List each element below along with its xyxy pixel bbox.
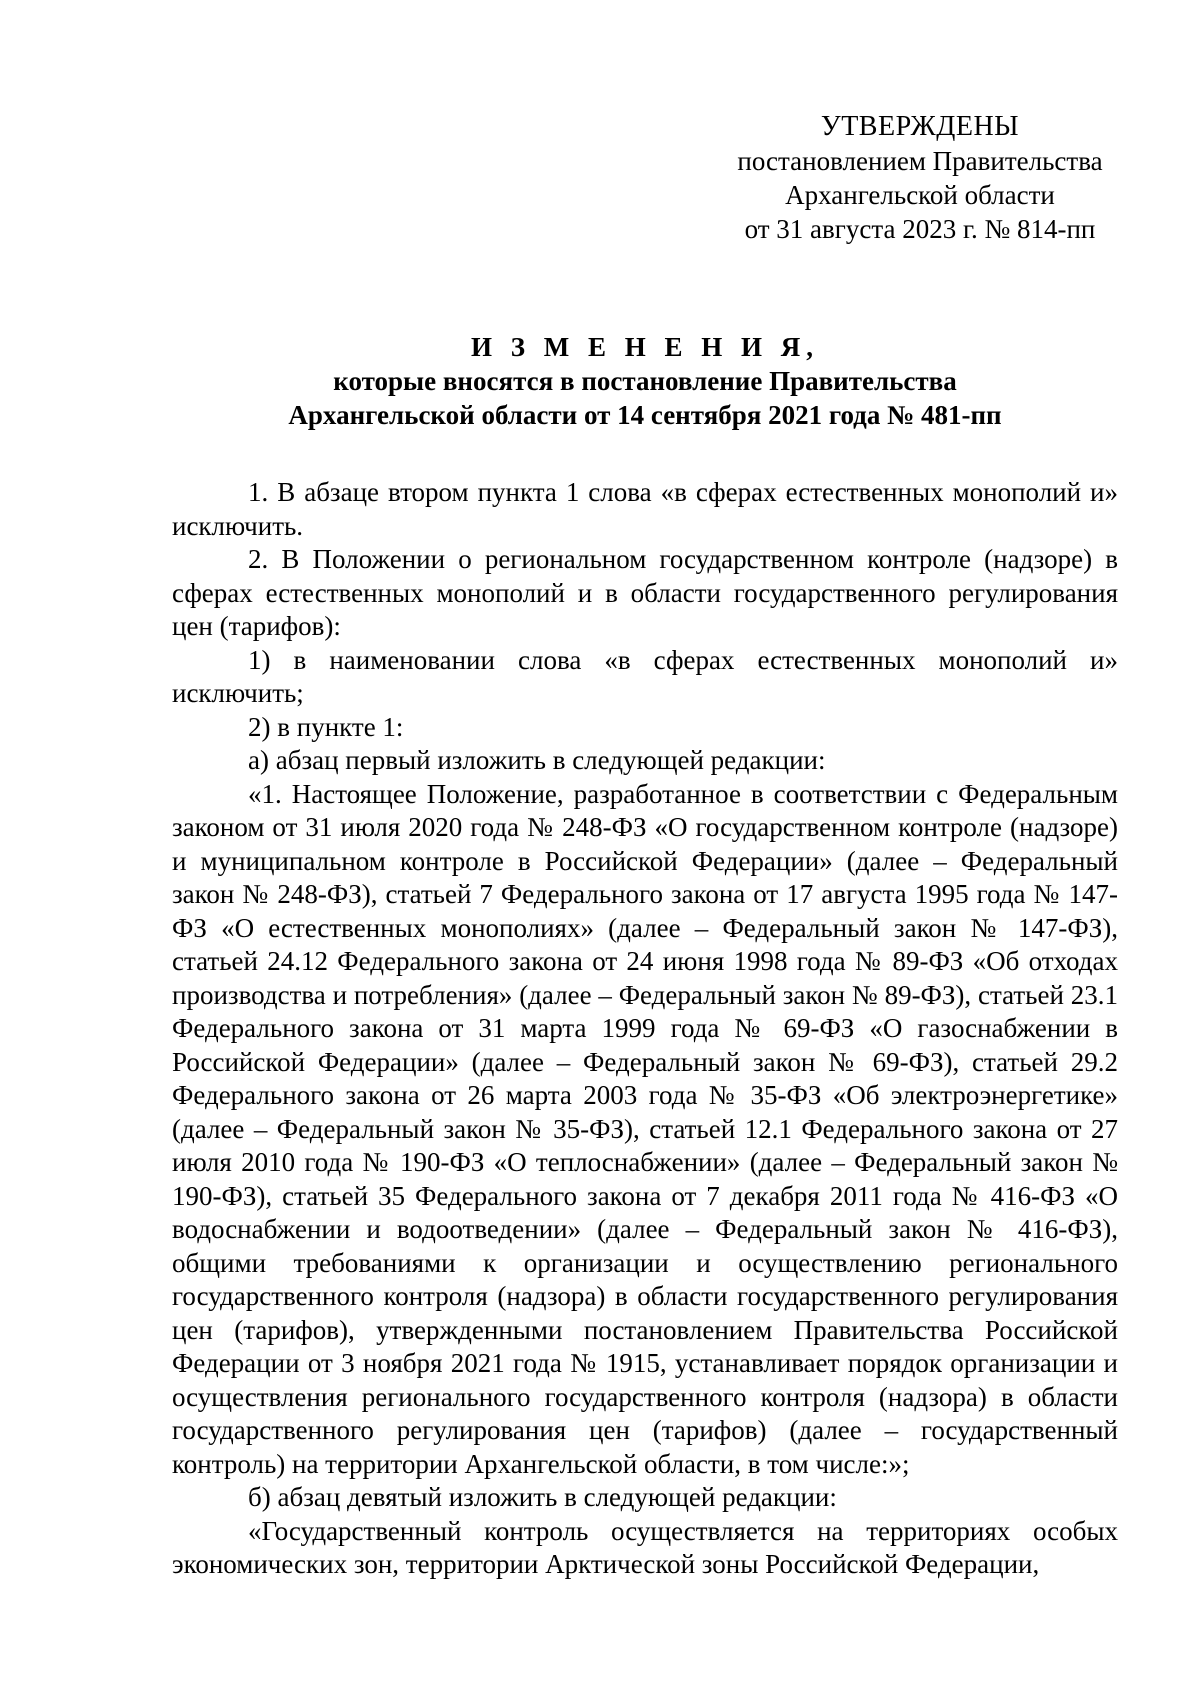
paragraph: «Государственный контроль осуществляется на территориях особых экономических зон, территории Арктической зоны Российской Федерации, [172,1515,1118,1579]
approval-block [735,110,1105,246]
paragraph: 1. В абзаце втором пункта 1 слова «в сферах естественных монополий и» исключить. [172,477,1118,541]
paragraph: а) абзац первый изложить в следующей редакции: [248,745,826,775]
document-heading [170,330,1120,432]
paragraph: 2) в пункте 1: [248,711,404,742]
paragraph: «1. Настоящее Положение, разработанное в соответствии с Федеральным законом от 31 июля 2020 года № 248-ФЗ «О государственном контроле (надзоре) и муниципальном контроле в Российской Федерации» (далее – Федеральный закон № 248-ФЗ), статьей 7 Федерального закона от 17 августа 1995 года № 147-ФЗ «О естественных монополиях» (далее – Федеральный закон № 147-ФЗ), статьей 24.12 Федерального закона от 24 июня 1998 года № 89-ФЗ «Об отходах производства и потребления» (далее – Федеральный закон № 89-ФЗ), статьей 23.1 Федерального закона от 31 марта 1999 года № 69-ФЗ «О газоснабжении в Российской Федерации» (далее – Федеральный закон № 69-ФЗ), статьей 29.2 Федерального закона от 26 марта 2003 года № 35-ФЗ «Об электроэнергетике» (далее – Федеральный закон № 35-ФЗ), статьей 12.1 Федерального закона от 27 июля 2010 года № 190-ФЗ «О теплоснабжении» (далее – Федеральный закон № 190-ФЗ), статьей 35 Федерального закона от 7 декабря 2011 года № 416-ФЗ «О водоснабжении и водоотведении» (далее – Федеральный закон № 416-ФЗ), общими требованиями к организации и осуществлению регионального государственного контроля (надзора) в области государственного регулирования цен (тарифов), утвержденными постановлением Правительства Российской Федерации от 3 ноября 2021 года № 1915, устанавливает порядок организации и осуществления регионального государственного контроля (надзора) в области государственного регулирования цен (тарифов) (далее – государственный контроль) на территории Архангельской области, в том числе:»; [172,778,1118,1479]
approval-line-2: Архангельской области [785,180,1055,210]
approval-approved: УТВЕРЖДЕНЫ [820,111,1020,142]
paragraph: 2. В Положении о региональном государственном контроле (надзоре) в сферах естественных монополий и в области государственного регулирования цен (тарифов): [172,544,1118,641]
paragraph: б) абзац девятый изложить в следующей редакции: [248,1482,837,1512]
heading-title: И З М Е Н Е Н И Я, [470,332,819,362]
paragraph: 1) в наименовании слова «в сферах естественных монополий и» исключить; [172,644,1118,708]
document-body [172,476,1118,1582]
heading-line-2: Архангельской области от 14 сентября 2021 года № 481-пп [288,400,1002,430]
heading-line-1: которые вносятся в постановление Правительства [333,366,957,396]
approval-line-3: от 31 августа 2023 г. № 814-пп [744,214,1096,244]
approval-line-1: постановлением Правительства [737,146,1103,176]
